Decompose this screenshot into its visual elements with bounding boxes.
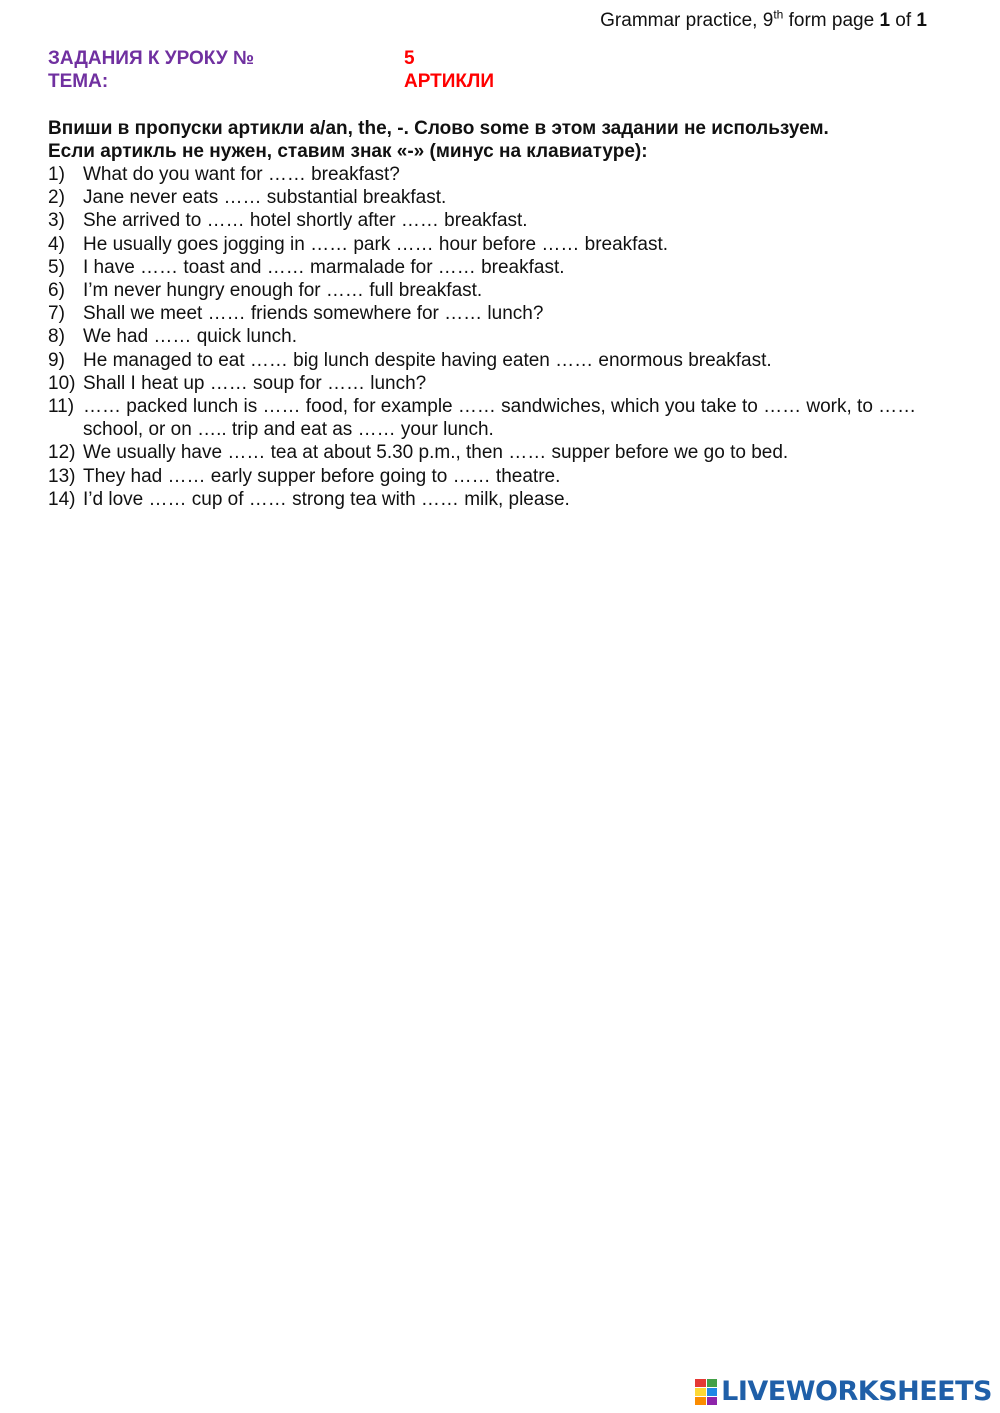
header-page-current: 1: [879, 10, 891, 31]
logo-square: [695, 1397, 706, 1405]
exercise-list: [48, 163, 938, 511]
exercise-item: [48, 372, 938, 395]
exercise-number: 14): [48, 488, 76, 510]
exercise-item: [48, 233, 938, 256]
exercise-number: 6): [48, 280, 65, 302]
exercise-number: 2): [48, 187, 65, 209]
logo-square: [707, 1397, 718, 1405]
page-header: [600, 7, 927, 32]
topic-value: АРТИКЛИ: [404, 71, 494, 92]
exercise-number: 5): [48, 256, 65, 278]
logo-square: [695, 1388, 706, 1396]
exercise-number: 4): [48, 233, 65, 255]
exercise-text: Shall I heat up …… soup for …… lunch?: [83, 372, 427, 394]
header-of-text: of: [890, 10, 917, 31]
exercise-item: [48, 186, 938, 209]
exercise-item: [48, 488, 938, 511]
exercise-item: [48, 325, 938, 348]
logo-square: [707, 1388, 718, 1396]
header-prefix: Grammar practice, 9: [600, 10, 774, 31]
exercise-text: She arrived to …… hotel shortly after …… breakfast.: [83, 210, 528, 232]
header-form-text: form page: [783, 10, 880, 31]
header-page-total: 1: [916, 10, 927, 31]
exercise-number: 9): [48, 349, 65, 371]
exercise-item: [48, 279, 938, 302]
exercise-number: 7): [48, 303, 65, 325]
exercise-number: 8): [48, 326, 65, 348]
exercise-text: I have …… toast and …… marmalade for …… breakfast.: [83, 256, 565, 278]
exercise-text: He usually goes jogging in …… park …… hour before …… breakfast.: [83, 233, 669, 255]
lesson-number: 5: [404, 48, 415, 69]
instructions: [48, 117, 948, 163]
exercise-number: 11): [48, 396, 75, 418]
logo-square: [695, 1379, 706, 1387]
exercise-item: [48, 349, 938, 372]
exercise-text: Jane never eats …… substantial breakfast.: [83, 187, 447, 209]
exercise-item: [48, 256, 938, 279]
exercise-number: 10): [48, 372, 76, 394]
exercise-item: [48, 465, 938, 488]
exercise-item: [48, 209, 938, 232]
instruction-line-2: Если артикль не нужен, ставим знак «-» (минус на клавиатуре):: [48, 141, 648, 162]
exercise-item: [48, 302, 938, 325]
logo-mark-icon: [695, 1379, 717, 1405]
exercise-item: [48, 395, 938, 441]
exercise-text: What do you want for …… breakfast?: [83, 164, 400, 185]
exercise-text: He managed to eat …… big lunch despite having eaten …… enormous breakfast.: [83, 349, 772, 371]
exercise-text: …… packed lunch is …… food, for example …… sandwiches, which you take to …… work, to …… school, or on ….. trip and eat as …… your lunch.: [83, 396, 917, 441]
liveworksheets-logo: [695, 1376, 992, 1407]
topic-label: ТЕМА:: [48, 71, 109, 92]
header-superscript: th: [773, 7, 784, 22]
logo-text: LIVEWORKSHEETS: [721, 1376, 992, 1407]
exercise-text: We had …… quick lunch.: [83, 326, 298, 348]
logo-square: [707, 1379, 718, 1387]
exercise-text: I’m never hungry enough for …… full breakfast.: [83, 280, 483, 302]
exercise-number: 3): [48, 210, 65, 232]
exercise-number: 13): [48, 465, 76, 487]
lesson-label: ЗАДАНИЯ К УРОКУ №: [48, 48, 255, 69]
exercise-text: We usually have …… tea at about 5.30 p.m., then …… supper before we go to bed.: [83, 442, 789, 464]
exercise-text: They had …… early supper before going to …… theatre.: [83, 465, 561, 487]
exercise-text: Shall we meet …… friends somewhere for …… lunch?: [83, 303, 544, 325]
exercise-text: I’d love …… cup of …… strong tea with …… milk, please.: [83, 488, 570, 510]
exercise-number: 1): [48, 164, 65, 185]
exercise-item: [48, 163, 938, 186]
instruction-line-1: Впиши в пропуски артикли a/an, the, -. Слово some в этом задании не используем.: [48, 118, 829, 139]
exercise-number: 12): [48, 442, 76, 464]
exercise-item: [48, 441, 938, 464]
